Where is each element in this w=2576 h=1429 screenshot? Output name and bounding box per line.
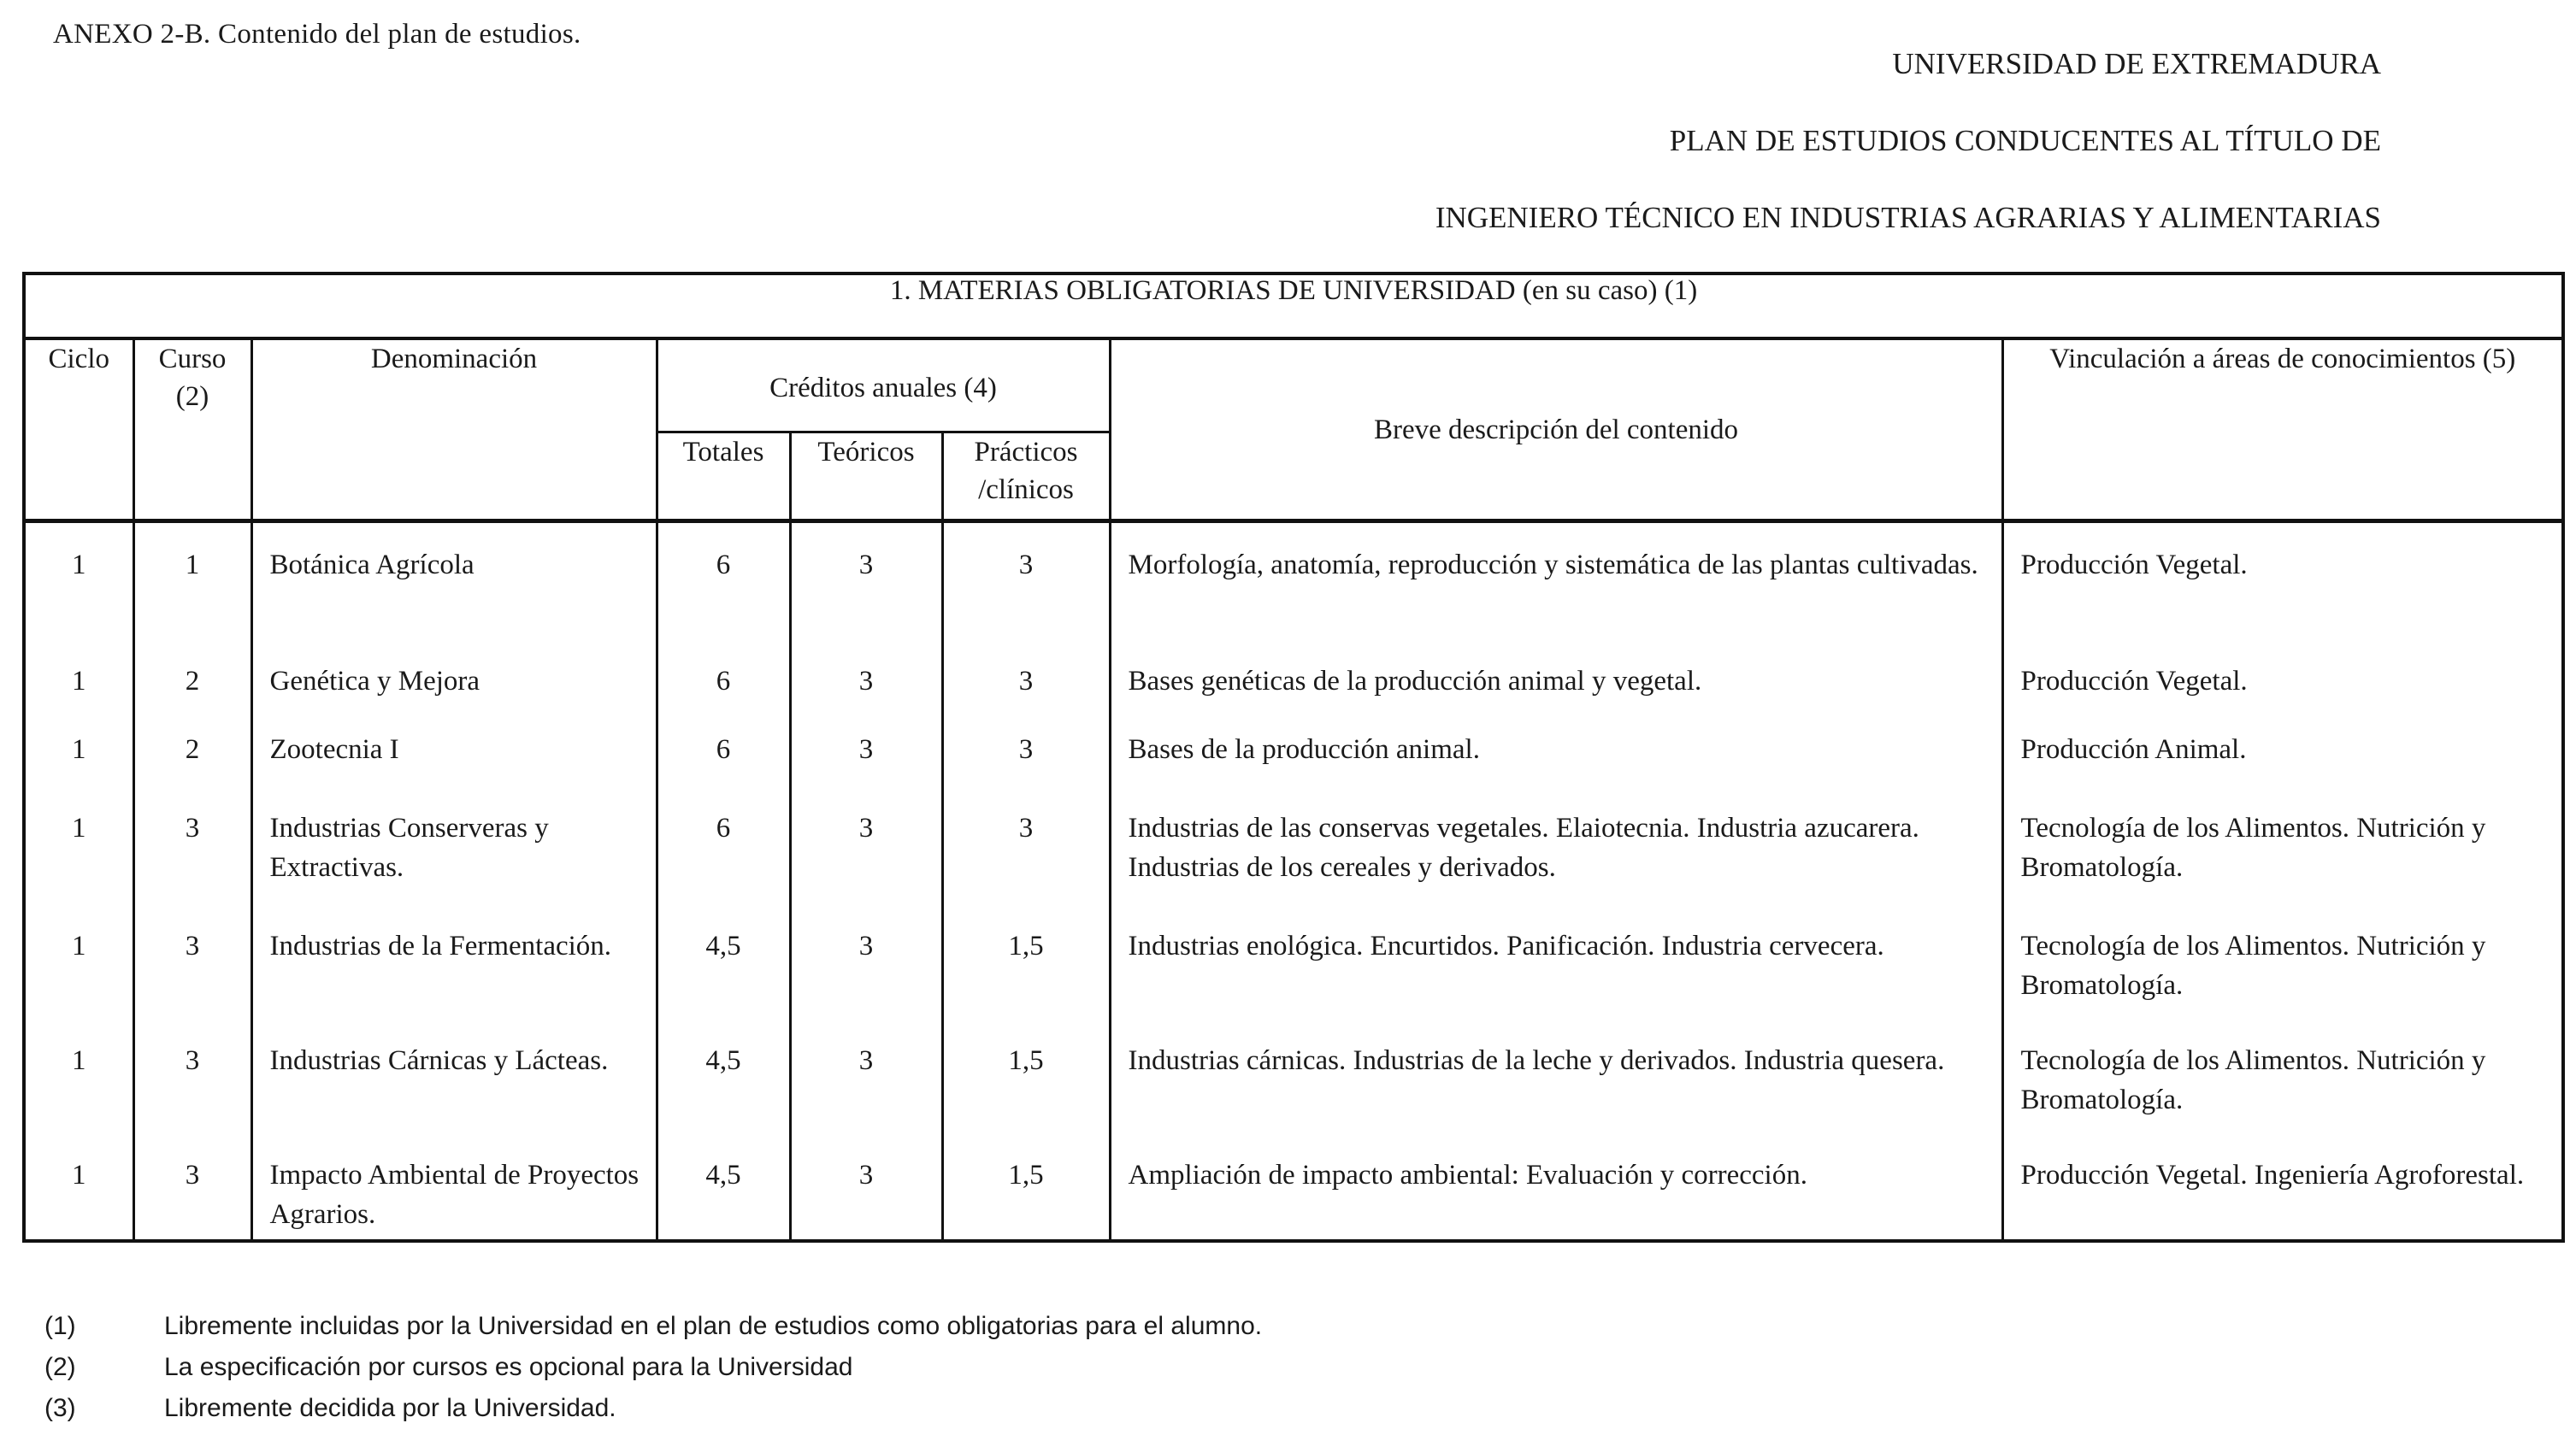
column-header-curso — [133, 338, 251, 521]
column-header-denominacion: Denominación — [251, 338, 657, 521]
cell-descripcion: Industrias de las conservas vegetales. Elaiotecnia. Industria azucarera. Industrias de los cereales y derivados. — [1110, 786, 2002, 903]
plan-line: PLAN DE ESTUDIOS CONDUCENTES AL TÍTULO DE — [1669, 124, 2381, 157]
column-header-curso-note: (2) — [175, 381, 209, 412]
cell-vinculacion: Producción Animal. — [2002, 711, 2563, 786]
cell-curso: 2 — [133, 638, 251, 711]
cell-descripcion: Industrias enológica. Encurtidos. Panificación. Industria cervecera. — [1110, 903, 2002, 1017]
cell-totales: 4,5 — [657, 1132, 790, 1241]
footnote-number: (2) — [44, 1353, 76, 1381]
cell-vinculacion: Tecnología de los Alimentos. Nutrición y Bromatología. — [2002, 1017, 2563, 1132]
cell-practicos: 3 — [942, 711, 1110, 786]
cell-denominacion: Botánica Agrícola — [251, 521, 657, 638]
footnotes — [44, 1306, 1262, 1429]
table-row — [24, 1132, 2563, 1241]
column-header-practicos-label-2: /clínicos — [978, 474, 1074, 505]
cell-ciclo: 1 — [24, 1017, 133, 1132]
footnote-text: Libremente decidida por la Universidad. — [164, 1394, 616, 1422]
table-row — [24, 521, 2563, 638]
university-name: UNIVERSIDAD DE EXTREMADURA — [1892, 47, 2381, 80]
cell-curso: 2 — [133, 711, 251, 786]
footnote-text: Libremente incluidas por la Universidad en el plan de estudios como obligatorias para el alumno. — [164, 1312, 1263, 1340]
cell-vinculacion: Tecnología de los Alimentos. Nutrición y Bromatología. — [2002, 786, 2563, 903]
column-header-descripcion: Breve descripción del contenido — [1110, 338, 2002, 521]
cell-curso: 3 — [133, 903, 251, 1017]
column-header-totales: Totales — [657, 432, 790, 521]
table-row — [24, 638, 2563, 711]
column-header-curso-label: Curso — [158, 344, 227, 374]
cell-descripcion: Industrias cárnicas. Industrias de la leche y derivados. Industria quesera. — [1110, 1017, 2002, 1132]
plan-table-container — [22, 272, 2561, 1243]
cell-curso: 3 — [133, 1132, 251, 1241]
cell-teoricos: 3 — [790, 786, 942, 903]
document-header — [1435, 43, 2381, 273]
cell-totales: 6 — [657, 638, 790, 711]
table-row — [24, 786, 2563, 903]
table-row — [24, 1017, 2563, 1132]
column-header-ciclo: Ciclo — [24, 338, 133, 521]
cell-denominacion: Industrias de la Fermentación. — [251, 903, 657, 1017]
cell-curso: 3 — [133, 786, 251, 903]
column-header-vinculacion: Vinculación a áreas de conocimientos (5) — [2002, 338, 2563, 521]
cell-totales: 6 — [657, 711, 790, 786]
footnote-text: La especificación por cursos es opcional para la Universidad — [164, 1353, 853, 1381]
footnote — [44, 1306, 1262, 1347]
column-header-practicos-label: Prácticos — [974, 437, 1078, 468]
annex-label: ANEXO 2-B. Contenido del plan de estudios. — [53, 19, 581, 50]
table-title: 1. MATERIAS OBLIGATORIAS DE UNIVERSIDAD (en su caso) (1) — [24, 273, 2563, 338]
cell-vinculacion: Producción Vegetal. — [2002, 638, 2563, 711]
cell-ciclo: 1 — [24, 1132, 133, 1241]
cell-vinculacion: Producción Vegetal. — [2002, 521, 2563, 638]
plan-table — [22, 272, 2565, 1243]
table-row — [24, 711, 2563, 786]
cell-ciclo: 1 — [24, 786, 133, 903]
cell-teoricos: 3 — [790, 903, 942, 1017]
cell-totales: 6 — [657, 786, 790, 903]
cell-descripcion: Bases de la producción animal. — [1110, 711, 2002, 786]
cell-teoricos: 3 — [790, 1017, 942, 1132]
cell-teoricos: 3 — [790, 1132, 942, 1241]
column-header-practicos — [942, 432, 1110, 521]
cell-denominacion: Industrias Conserveras y Extractivas. — [251, 786, 657, 903]
column-header-teoricos: Teóricos — [790, 432, 942, 521]
cell-practicos: 3 — [942, 638, 1110, 711]
cell-ciclo: 1 — [24, 903, 133, 1017]
cell-practicos: 3 — [942, 521, 1110, 638]
cell-denominacion: Zootecnia I — [251, 711, 657, 786]
degree-line: INGENIERO TÉCNICO EN INDUSTRIAS AGRARIAS Y ALIMENTARIAS — [1435, 201, 2381, 234]
cell-ciclo: 1 — [24, 638, 133, 711]
footnote — [44, 1388, 1262, 1429]
cell-practicos: 1,5 — [942, 1132, 1110, 1241]
cell-teoricos: 3 — [790, 711, 942, 786]
cell-descripcion: Ampliación de impacto ambiental: Evaluación y corrección. — [1110, 1132, 2002, 1241]
cell-practicos: 3 — [942, 786, 1110, 903]
cell-vinculacion: Producción Vegetal. Ingeniería Agroforestal. — [2002, 1132, 2563, 1241]
cell-ciclo: 1 — [24, 711, 133, 786]
cell-totales: 4,5 — [657, 1017, 790, 1132]
column-header-creditos: Créditos anuales (4) — [657, 338, 1110, 432]
cell-vinculacion: Tecnología de los Alimentos. Nutrición y Bromatología. — [2002, 903, 2563, 1017]
cell-denominacion: Impacto Ambiental de Proyectos Agrarios. — [251, 1132, 657, 1241]
cell-totales: 4,5 — [657, 903, 790, 1017]
cell-teoricos: 3 — [790, 521, 942, 638]
cell-denominacion: Genética y Mejora — [251, 638, 657, 711]
cell-curso: 1 — [133, 521, 251, 638]
footnote-number: (3) — [44, 1394, 76, 1422]
table-row — [24, 903, 2563, 1017]
footnote — [44, 1347, 1262, 1388]
cell-ciclo: 1 — [24, 521, 133, 638]
cell-denominacion: Industrias Cárnicas y Lácteas. — [251, 1017, 657, 1132]
footnote-number: (1) — [44, 1312, 76, 1340]
cell-practicos: 1,5 — [942, 1017, 1110, 1132]
cell-descripcion: Morfología, anatomía, reproducción y sistemática de las plantas cultivadas. — [1110, 521, 2002, 638]
cell-curso: 3 — [133, 1017, 251, 1132]
cell-totales: 6 — [657, 521, 790, 638]
cell-descripcion: Bases genéticas de la producción animal y vegetal. — [1110, 638, 2002, 711]
cell-teoricos: 3 — [790, 638, 942, 711]
cell-practicos: 1,5 — [942, 903, 1110, 1017]
